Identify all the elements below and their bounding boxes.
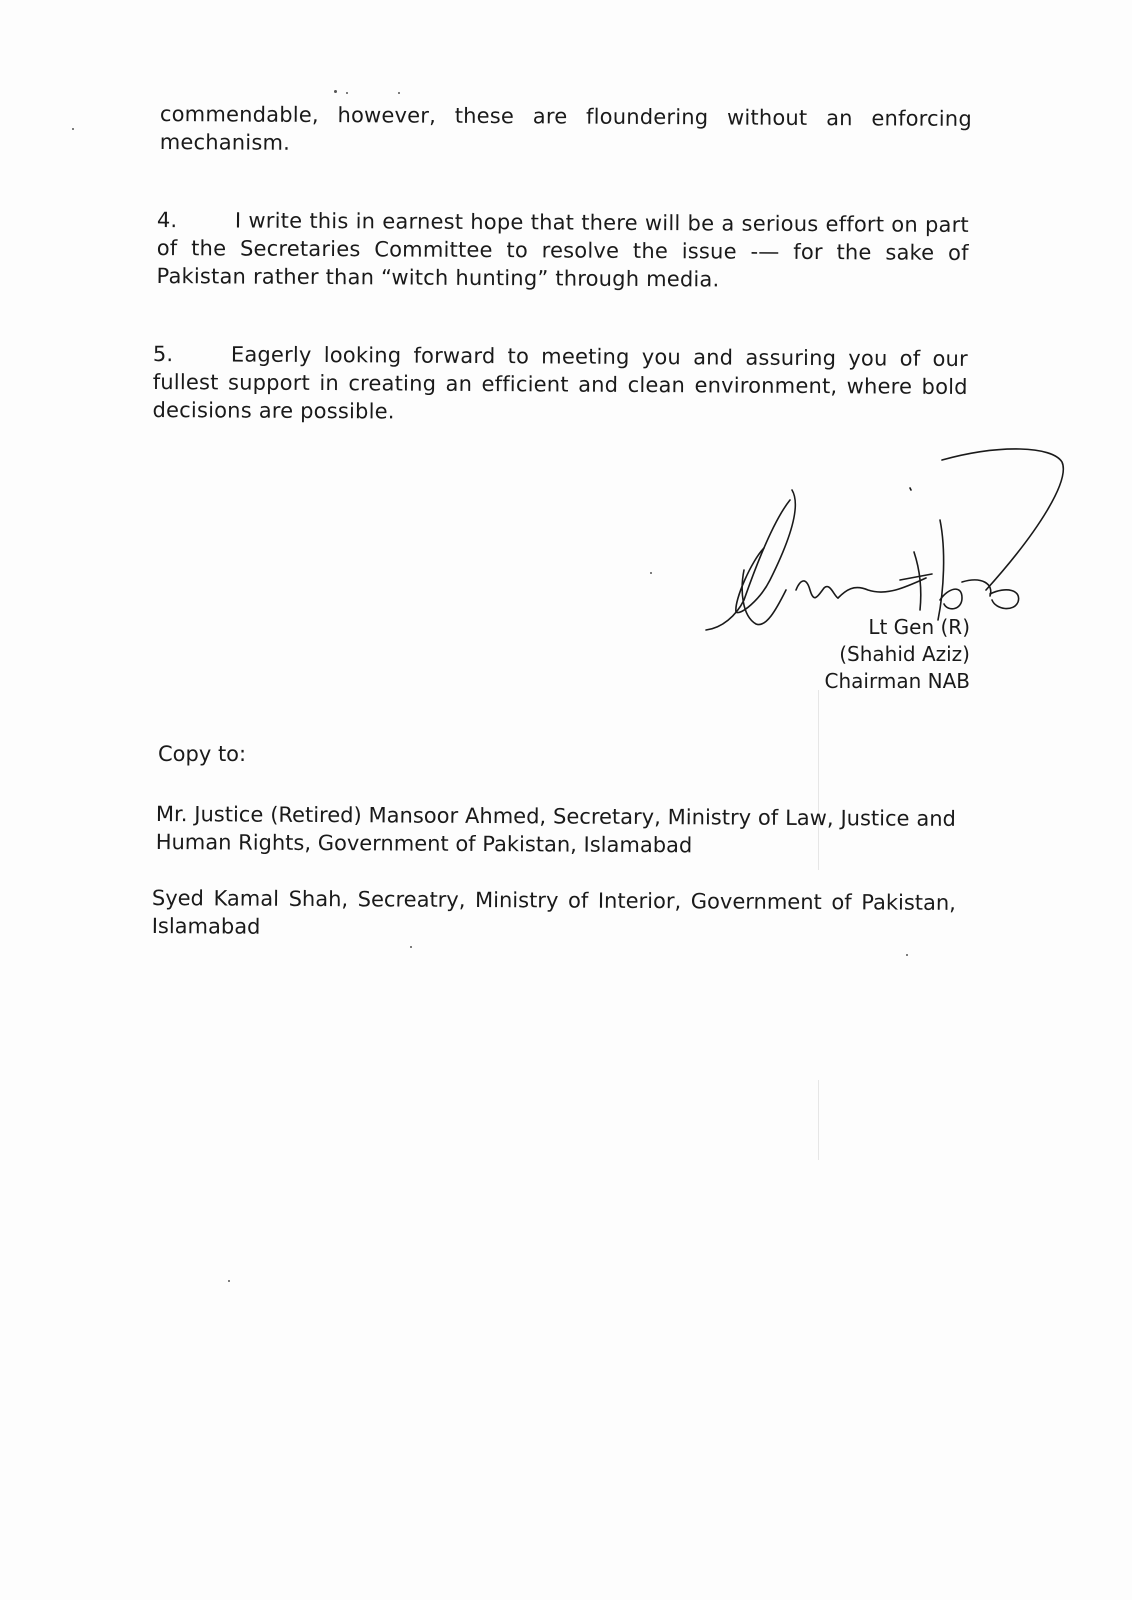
paragraph-number: 5. xyxy=(152,341,174,367)
copy-recipient: Syed Kamal Shah, Secreatry, Ministry of Interior, Government of Pakistan, Islamabad xyxy=(151,885,956,939)
scan-speck xyxy=(346,92,348,94)
scan-artifact-line xyxy=(818,1080,819,1160)
paragraph-continuation: commendable, however, these are floundering without an enforcing mechanism. xyxy=(159,101,972,155)
paragraph-text: I write this in earnest hope that there will be a serious effort on part of the Secretaries Committee to resolve the issue -— for the sake of Pakistan rather than “witch hunting” through media. xyxy=(156,208,969,292)
scan-speck xyxy=(410,946,412,948)
scan-speck xyxy=(228,1280,230,1282)
scan-speck xyxy=(334,90,337,93)
copy-recipient: Mr. Justice (Retired) Mansoor Ahmed, Secretary, Ministry of Law, Justice and Human Rights, Government of Pakistan, Islamabad xyxy=(155,801,956,858)
paragraph-4 xyxy=(156,206,968,295)
scan-speck xyxy=(906,954,908,956)
paragraph-5 xyxy=(152,340,967,429)
scan-speck xyxy=(650,572,652,574)
signatory-block xyxy=(800,614,970,695)
paragraph-number: 4. xyxy=(156,207,178,233)
signatory-rank: Lt Gen (R) xyxy=(868,615,970,639)
paragraph-text: Eagerly looking forward to meeting you and assuring you of our fullest support in creating an efficient and clean environment, where bold decisions are possible. xyxy=(152,342,968,424)
scan-speck xyxy=(398,92,400,94)
signatory-name: (Shahid Aziz) xyxy=(839,642,970,666)
scan-speck xyxy=(72,128,74,130)
signatory-title: Chairman NAB xyxy=(824,669,970,693)
copy-to-heading: Copy to: xyxy=(158,742,247,766)
